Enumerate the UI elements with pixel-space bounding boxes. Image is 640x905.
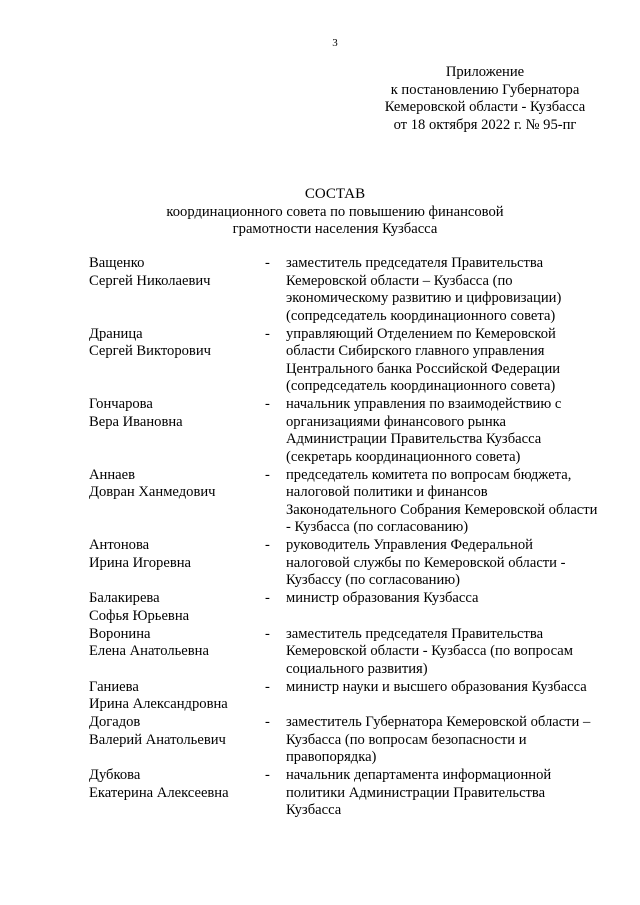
appendix-line: Приложение — [445, 64, 525, 80]
page-number: 3 — [332, 37, 338, 49]
member-given-name: Софья Юрьевна — [89, 607, 190, 624]
member-row — [89, 679, 599, 714]
member-dash: - — [265, 396, 270, 413]
member-surname: Драница — [89, 325, 143, 342]
member-row — [89, 537, 599, 590]
member-given-name: Ирина Александровна — [89, 696, 228, 713]
member-dash: - — [265, 590, 270, 607]
member-dash: - — [265, 325, 270, 342]
member-given-name: Валерий Анатольевич — [89, 731, 226, 748]
member-surname: Балакирева — [89, 590, 160, 607]
member-given-name: Довран Ханмедович — [89, 484, 216, 501]
member-name — [89, 255, 265, 325]
member-dash: - — [265, 713, 270, 730]
member-name — [89, 626, 265, 679]
member-row — [89, 396, 599, 466]
member-surname: Антонова — [89, 537, 150, 554]
member-role: заместитель председателя Правительства Кемеровской области – Кузбасса (по экономическому развитию и цифровизации) (сопредседатель координационного совета) — [286, 255, 562, 324]
appendix-line: Кемеровской области - Кузбасса — [384, 99, 586, 115]
member-given-name: Сергей Викторович — [89, 343, 211, 360]
member-row — [89, 255, 599, 325]
member-given-name: Вера Ивановна — [89, 413, 183, 430]
member-role: управляющий Отделением по Кемеровской области Сибирского главного управления Центрального банка Российской Федерации (сопредседатель координационного совета) — [286, 325, 561, 395]
member-surname: Аннаев — [89, 466, 136, 483]
member-given-name: Ирина Игоревна — [89, 554, 191, 571]
member-given-name: Екатерина Алексеевна — [89, 784, 229, 801]
member-role: руководитель Управления Федеральной налоговой службы по Кемеровской области - Кузбассу (по согласованию) — [286, 537, 566, 589]
member-name — [89, 396, 265, 466]
member-dash: - — [265, 678, 270, 695]
member-given-name: Сергей Николаевич — [89, 272, 211, 289]
member-name — [89, 326, 265, 396]
member-surname: Гончарова — [89, 396, 153, 413]
member-row — [89, 326, 599, 396]
appendix-line: к постановлению Губернатора — [390, 81, 580, 98]
member-role: заместитель председателя Правительства Кемеровской области - Кузбасса (по вопросам социального развития) — [286, 625, 573, 677]
member-row — [89, 467, 599, 537]
member-surname: Дубкова — [89, 766, 141, 783]
member-dash: - — [265, 466, 270, 483]
member-dash: - — [265, 766, 270, 783]
member-row — [89, 626, 599, 679]
document-title: СОСТАВ — [304, 186, 366, 202]
member-surname: Ващенко — [89, 255, 145, 271]
member-name — [89, 467, 265, 537]
heading-line: координационного совета по повышению финансовой — [166, 203, 504, 220]
heading-line: грамотности населения Кузбасса — [232, 221, 438, 237]
member-role: начальник управления по взаимодействию с организациями финансового рынка Администрации Правительства Кузбасса (секретарь координационного совета) — [286, 396, 562, 465]
member-role: председатель комитета по вопросам бюджета, налоговой политики и финансов Законодательного Собрания Кемеровской области - Кузбасса (по согласованию) — [286, 466, 598, 536]
member-name — [89, 679, 265, 714]
member-name — [89, 714, 265, 767]
member-dash: - — [265, 255, 270, 271]
member-row — [89, 714, 599, 767]
member-role: министр науки и высшего образования Кузбасса — [286, 678, 587, 695]
member-row — [89, 767, 599, 820]
document-heading — [0, 186, 640, 239]
member-name — [89, 767, 265, 820]
member-row — [89, 590, 599, 625]
member-surname: Догадов — [89, 713, 141, 730]
member-surname: Воронина — [89, 625, 151, 642]
member-role: заместитель Губернатора Кемеровской области – Кузбасса (по вопросам безопасности и правопорядка) — [286, 713, 591, 766]
member-name — [89, 537, 265, 590]
member-role: начальник департамента информационной политики Администрации Правительства Кузбасса — [286, 766, 552, 819]
appendix-line: от 18 октября 2022 г. № 95-пг — [393, 116, 577, 133]
member-role: министр образования Кузбасса — [286, 590, 479, 607]
member-dash: - — [265, 537, 270, 554]
member-surname: Ганиева — [89, 678, 139, 695]
members-list — [89, 255, 599, 820]
appendix-block — [360, 64, 610, 134]
member-dash: - — [265, 625, 270, 642]
member-given-name: Елена Анатольевна — [89, 643, 209, 660]
member-name — [89, 590, 265, 625]
